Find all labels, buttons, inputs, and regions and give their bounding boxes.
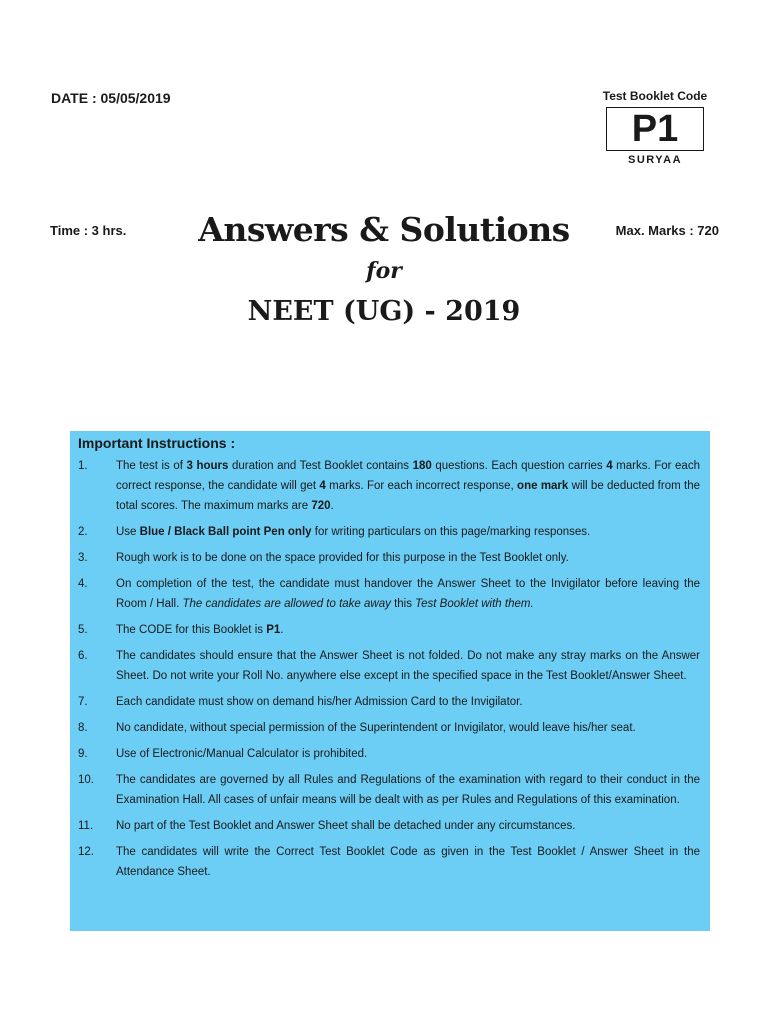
instruction-fragment: The candidates will write the Correct Test Booklet Code as given in the Test Booklet / Answer Sheet in the Attendance Sheet. bbox=[116, 846, 700, 878]
instruction-number: 4. bbox=[78, 578, 88, 590]
instruction-emphasis: P1 bbox=[266, 624, 281, 636]
instruction-item bbox=[78, 646, 700, 686]
instruction-text bbox=[116, 816, 700, 836]
instructions-panel bbox=[70, 431, 710, 931]
instruction-text bbox=[116, 522, 700, 542]
instruction-number: 8. bbox=[78, 722, 88, 734]
instruction-number: 5. bbox=[78, 624, 88, 636]
instruction-number: 3. bbox=[78, 552, 88, 564]
instruction-italic: Test Booklet with them. bbox=[415, 598, 534, 610]
instruction-text bbox=[116, 646, 700, 686]
instruction-emphasis: 4 bbox=[606, 460, 613, 472]
instruction-fragment: Use of Electronic/Manual Calculator is prohibited. bbox=[116, 748, 368, 760]
instruction-item bbox=[78, 770, 700, 810]
booklet-code-box: P1 bbox=[606, 107, 704, 151]
instruction-item bbox=[78, 816, 700, 836]
instruction-fragment: Use bbox=[116, 526, 140, 538]
instruction-fragment: duration and Test Booklet contains bbox=[228, 460, 413, 472]
booklet-code-sub: SURYAA bbox=[627, 154, 683, 166]
instruction-fragment: will be deducted from the total scores. The maximum marks are bbox=[116, 480, 700, 512]
instruction-emphasis: one mark bbox=[517, 480, 569, 492]
instruction-emphasis: 180 bbox=[412, 460, 432, 472]
booklet-code-block bbox=[592, 89, 718, 166]
instruction-italic: The candidates are allowed to take away bbox=[182, 598, 391, 610]
page-title: Answers & Solutions bbox=[198, 210, 570, 249]
instruction-item bbox=[78, 842, 700, 882]
instruction-text bbox=[116, 744, 700, 764]
instruction-item bbox=[78, 744, 700, 764]
instruction-fragment: The CODE for this Booklet is bbox=[116, 624, 267, 636]
instruction-item bbox=[78, 718, 700, 738]
instruction-item bbox=[78, 574, 700, 614]
instruction-fragment: No candidate, without special permission of the Superintendent or Invigilator, would leave his/her seat. bbox=[116, 722, 636, 734]
instruction-number: 11. bbox=[78, 820, 94, 832]
instruction-fragment: The candidates should ensure that the Answer Sheet is not folded. Do not make any stray marks on the Answer Sheet. Do not write your Roll No. anywhere else except in the specified space in the Test Booklet/Answer Sheet. bbox=[116, 650, 700, 682]
instruction-number: 9. bbox=[78, 748, 88, 760]
exam-date: DATE : 05/05/2019 bbox=[51, 90, 171, 106]
instruction-number: 1. bbox=[78, 460, 88, 472]
instruction-item bbox=[78, 522, 700, 542]
instruction-fragment: questions. Each question carries bbox=[431, 460, 607, 472]
instruction-text bbox=[116, 620, 700, 640]
instruction-fragment: marks. For each incorrect response, bbox=[325, 480, 518, 492]
page-subtitle: NEET (UG) - 2019 bbox=[247, 296, 521, 327]
instructions-heading: Important Instructions : bbox=[78, 435, 236, 451]
instruction-emphasis: 720 bbox=[311, 500, 331, 512]
instruction-fragment: Rough work is to be done on the space provided for this purpose in the Test Booklet only. bbox=[116, 552, 569, 564]
instruction-number: 2. bbox=[78, 526, 88, 538]
instruction-text bbox=[116, 770, 700, 810]
instruction-fragment: The test is of bbox=[116, 460, 187, 472]
exam-duration: Time : 3 hrs. bbox=[50, 223, 127, 238]
instruction-item bbox=[78, 692, 700, 712]
instruction-item bbox=[78, 548, 700, 568]
instruction-item bbox=[78, 620, 700, 640]
instruction-text bbox=[116, 456, 700, 516]
instruction-fragment: . bbox=[280, 624, 284, 636]
instruction-fragment: Each candidate must show on demand his/her Admission Card to the Invigilator. bbox=[116, 696, 523, 708]
instruction-fragment: The candidates are governed by all Rules and Regulations of the examination with regard to their conduct in the Examination Hall. All cases of unfair means will be dealt with as per Rules and Regulations of this examination. bbox=[116, 774, 700, 806]
instruction-fragment: this bbox=[390, 598, 416, 610]
instruction-emphasis: Blue / Black Ball point Pen only bbox=[139, 526, 312, 538]
instruction-fragment: On completion of the test, the candidate must handover the Answer Sheet to the Invigilator before leaving the Room / Hall. bbox=[116, 578, 700, 610]
instructions-list bbox=[78, 456, 700, 882]
instruction-text bbox=[116, 574, 700, 614]
instruction-item bbox=[78, 456, 700, 516]
instruction-emphasis: 3 hours bbox=[186, 460, 229, 472]
instruction-text bbox=[116, 548, 700, 568]
instruction-emphasis: 4 bbox=[319, 480, 326, 492]
booklet-code-label: Test Booklet Code bbox=[602, 89, 708, 103]
instruction-fragment: marks. For each correct response, the candidate will get bbox=[116, 460, 700, 492]
instruction-number: 12. bbox=[78, 846, 94, 858]
max-marks: Max. Marks : 720 bbox=[615, 223, 719, 238]
instruction-number: 6. bbox=[78, 650, 88, 662]
instruction-fragment: No part of the Test Booklet and Answer Sheet shall be detached under any circumstances. bbox=[116, 820, 576, 832]
title-connector: for bbox=[366, 258, 402, 284]
instruction-text bbox=[116, 718, 700, 738]
instruction-fragment: . bbox=[330, 500, 334, 512]
instruction-text bbox=[116, 842, 700, 882]
instruction-number: 10. bbox=[78, 774, 94, 786]
instruction-text bbox=[116, 692, 700, 712]
instruction-number: 7. bbox=[78, 696, 88, 708]
instruction-fragment: for writing particulars on this page/marking responses. bbox=[311, 526, 591, 538]
